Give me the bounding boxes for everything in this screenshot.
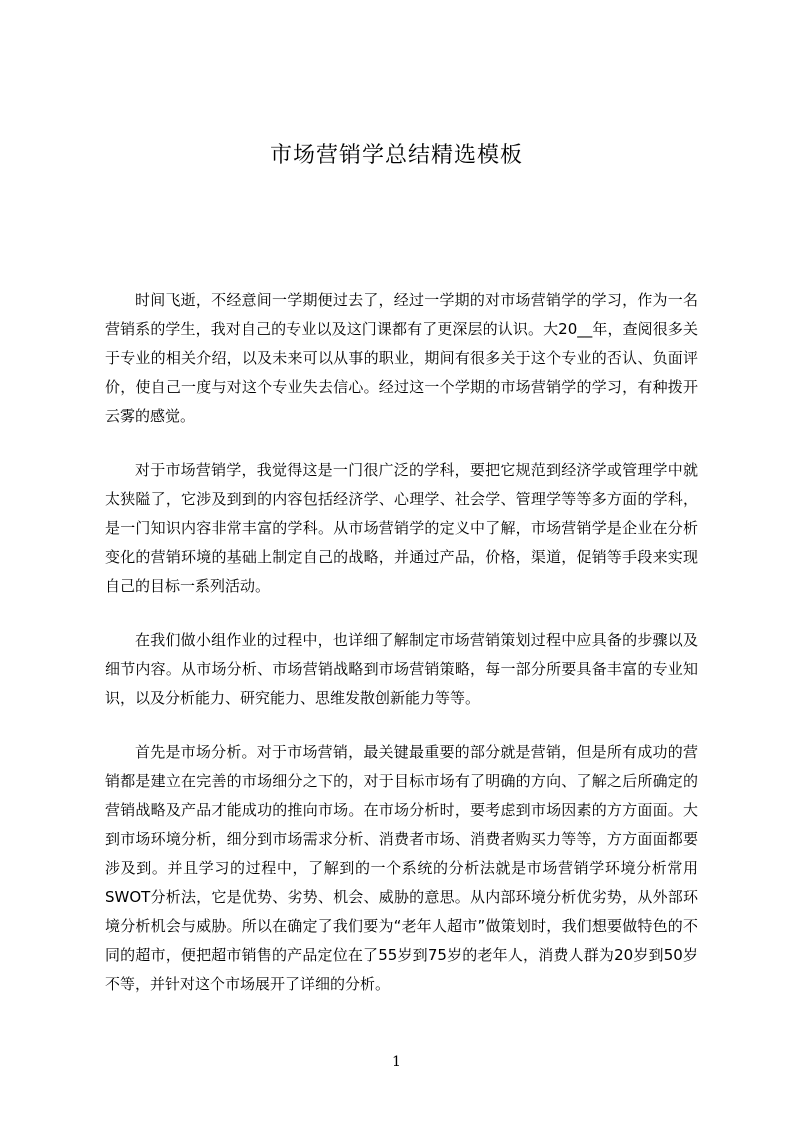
paragraph-2: 对于市场营销学，我觉得这是一门很广泛的学科，要把它规范到经济学或管理学中就太狭隘了，它涉及到到的内容包括经济学、心理学、社会学、管理学等等多方面的学科，是一门知识内容非常丰富的学科。从市场营销学的定义中了解，市场营销学是企业在分析变化的营销环境的基础上制定自己的战略，并通过产品，价格，渠道，促销等手段来实现自己的目标一系列活动。 [105,461,698,595]
paragraph-4: 首先是市场分析。对于市场营销，最关键最重要的部分就是营销，但是所有成功的营销都是建立在完善的市场细分之下的，对于目标市场有了明确的方向、了解之后所确定的营销战略及产品才能成功的推向市场。在市场分析时，要考虑到市场因素的方方面面。大到市场环境分析，细分到市场需求分析、消费者市场、消费者购买力等等，方方面面都要涉及到。并且学习的过程中，了解到的一个系统的分析法就是市场营销学环境分析常用SWOT分析法，它是优势、劣势、机会、威胁的意思。从内部环境分析优劣势，从外部环境分析机会与威胁。所以在确定了我们要为“老年人超市”做策划时，我们想要做特色的不同的超市，便把超市销售的产品定位在了55岁到75岁的老年人，消费人群为20岁到50岁不等，并针对这个市场展开了详细的分析。 [105,743,698,993]
page-number: 1 [392,1054,401,1070]
paragraph-1: 时间飞逝，不经意间一学期便过去了，经过一学期的对市场营销学的学习，作为一名营销系的学生，我对自己的专业以及这门课都有了更深层的认识。大20__年，查阅很多关于专业的相关介绍，以及未来可以从事的职业，期间有很多关于这个专业的否认、负面评价，使自己一度与对这个专业失去信心。经过这一个学期的市场营销学的学习，有种拨开云雾的感觉。 [105,291,698,425]
document-body [105,286,698,1024]
document-title: 市场营销学总结精选模板 [269,143,523,168]
paragraph-3: 在我们做小组作业的过程中，也详细了解制定市场营销策划过程中应具备的步骤以及细节内容。从市场分析、市场营销战略到市场营销策略，每一部分所要具备丰富的专业知识，以及分析能力、研究能力、思维发散创新能力等等。 [105,631,698,707]
